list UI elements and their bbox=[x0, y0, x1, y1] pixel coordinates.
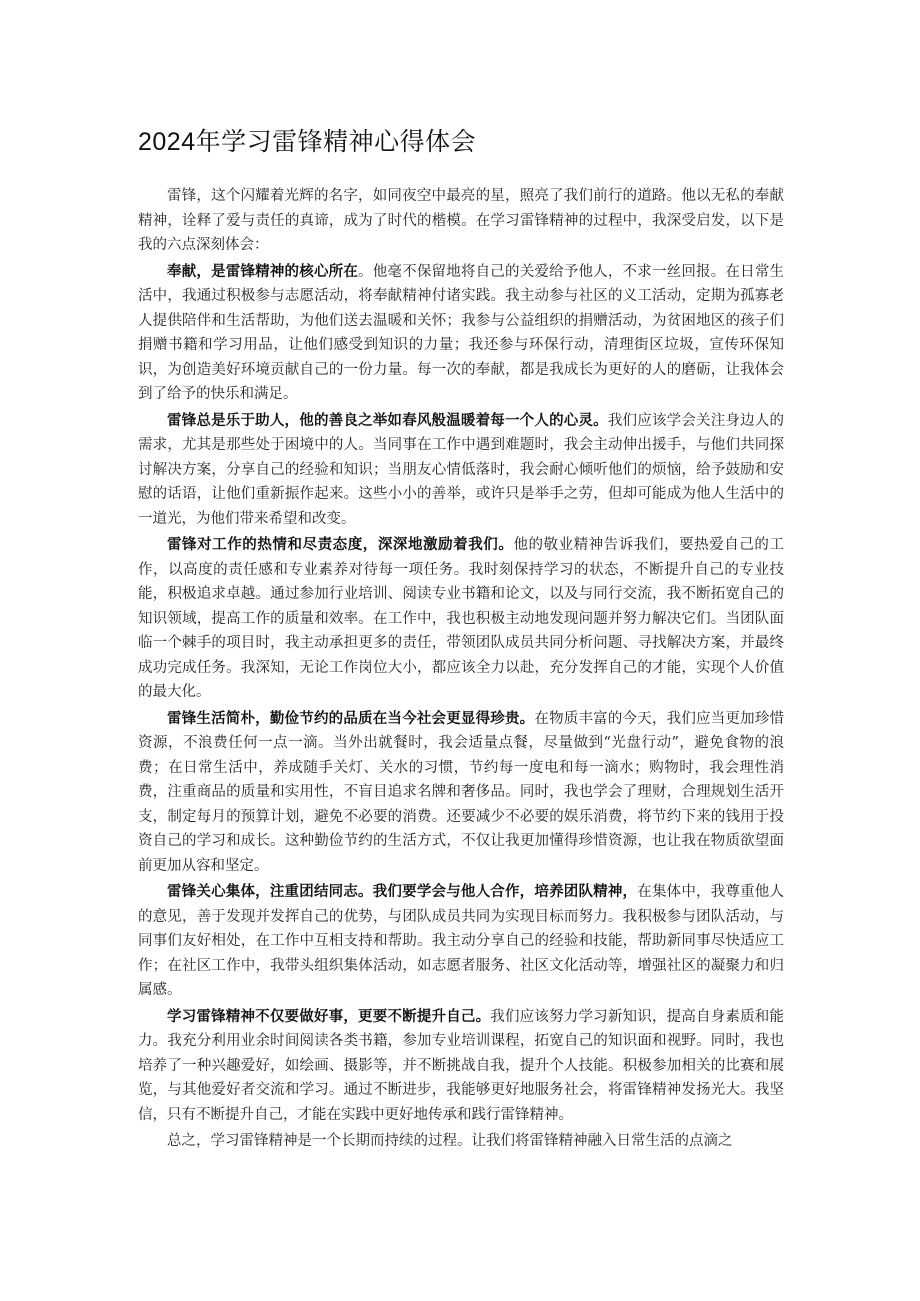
intro-paragraph: 雷锋，这个闪耀着光辉的名字，如同夜空中最亮的星，照亮了我们前行的道路。他以无私的奉献精神，诠释了爱与责任的真谛，成为了时代的楷模。在学习雷锋精神的过程中，我深受启发，以下是我的六点深刻体会： bbox=[138, 188, 784, 253]
document-title: 2024年学习雷锋精神心得体会 bbox=[138, 128, 477, 156]
section-heading: 雷锋生活简朴，勤俭节约的品质在当今社会更显得珍贵。 bbox=[167, 709, 535, 727]
section-body: 我们应该学会关注身边人的需求，尤其是那些处于困境中的人。当同事在工作中遇到难题时，我会主动伸出援手，与他们共同探讨解决方案，分享自己的经验和知识；当朋友心情低落时，我会耐心倾听他们的烦恼，给予鼓励和安慰的话语，让他们重新振作起来。这些小小的善举，或许只是举手之劳，但却可能成为他人生活中的一道光，为他们带来希望和改变。 bbox=[138, 412, 785, 527]
section-paragraph-2 bbox=[138, 409, 784, 532]
section-body: 我们应该努力学习新知识，提高自身素质和能力。我充分利用业余时间阅读各类书籍，参加专业培训课程，拓宽自己的知识面和视野。同时，我也培养了一种兴趣爱好，如绘画、摄影等，并不断挑战自我，提升个人技能。积极参加相关的比赛和展览，与其他爱好者交流和学习。通过不断进步，我能够更好地服务社会，将雷锋精神发扬光大。我坚信，只有不断提升自己，才能在实践中更好地传承和践行雷锋精神。 bbox=[138, 1008, 785, 1123]
document-page bbox=[138, 124, 784, 1156]
section-paragraph-3 bbox=[138, 533, 784, 705]
section-body: 在物质丰富的今天，我们应当更加珍惜资源，不浪费任何一点一滴。当外出就餐时，我会适量点餐，尽量做到“光盘行动”，避免食物的浪费；在日常生活中，养成随手关灯、关水的习惯，节约每一度电和每一滴水；购物时，我会理性消费，注重商品的质量和实用性，不盲目追求名牌和奢侈品。同时，我也学会了理财，合理规划生活开支，制定每月的预算计划，避免不必要的消费。还要减少不必要的娱乐消费，将节约下来的钱用于投资自己的学习和成长。这种勤俭节约的生活方式，不仅让我更加懂得珍惜资源，也让我在物质欲望面前更加从容和坚定。 bbox=[138, 710, 785, 874]
section-body: 。他毫不保留地将自己的关爱给予他人，不求一丝回报。在日常生活中，我通过积极参与志愿活动，将奉献精神付诸实践。我主动参与社区的义工活动，定期为孤寡老人提供陪伴和生活帮助，为他们送去温暖和关怀；我参与公益组织的捐赠活动，为贫困地区的孩子们捐赠书籍和学习用品，让他们感受到知识的力量；我还参与环保行动，清理街区垃圾，宣传环保知识，为创造美好环境贡献自己的一份力量。每一次的奉献，都是我成长为更好的人的磨砺，让我体会到了给予的快乐和满足。 bbox=[138, 263, 785, 402]
section-heading: 奉献，是雷锋精神的核心所在 bbox=[167, 262, 359, 280]
section-paragraph-1 bbox=[138, 260, 784, 407]
section-body: 在集体中，我尊重他人的意见，善于发现并发挥自己的优势，与团队成员共同为实现目标而努力。我积极参与团队活动，与同事们友好相处，在工作中互相支持和帮助。我主动分享自己的经验和技能，帮助新同事尽快适应工作；在社区工作中，我带头组织集体活动，如志愿者服务、社区文化活动等，增强社区的凝聚力和归属感。 bbox=[138, 884, 785, 998]
section-heading: 学习雷锋精神不仅要做好事，更要不断提升自己。 bbox=[167, 1007, 491, 1025]
section-paragraph-6 bbox=[138, 1005, 784, 1128]
section-paragraph-4 bbox=[138, 707, 784, 879]
section-paragraph-5 bbox=[138, 880, 784, 1003]
section-heading: 雷锋对工作的热情和尽责态度，深深地激励着我们。 bbox=[167, 536, 514, 553]
section-heading: 雷锋总是乐于助人，他的善良之举如春风般温暖着每一个人的心灵。 bbox=[167, 411, 608, 429]
section-heading: 雷锋关心集体，注重团结同志。我们要学会与他人合作，培养团队精神， bbox=[167, 883, 638, 900]
section-body: 他的敬业精神告诉我们，要热爱自己的工作，以高度的责任感和专业素养对待每一项任务。我时刻保持学习的状态，不断提升自己的专业技能，积极追求卓越。通过参加行业培训、阅读专业书籍和论文，以及与同行交流，我不断拓宽自己的知识领域，提高工作的质量和效率。在工作中，我也积极主动地发现问题并努力解决它们。当团队面临一个棘手的项目时，我主动承担更多的责任，带领团队成员共同分析问题、寻找解决方案，并最终成功完成任务。我深知，无论工作岗位大小，都应该全力以赴，充分发挥自己的才能，实现个人价值的最大化。 bbox=[138, 537, 784, 700]
conclusion-paragraph: 总之，学习雷锋精神是一个长期而持续的过程。让我们将雷锋精神融入日常生活的点滴之 bbox=[167, 1133, 733, 1149]
